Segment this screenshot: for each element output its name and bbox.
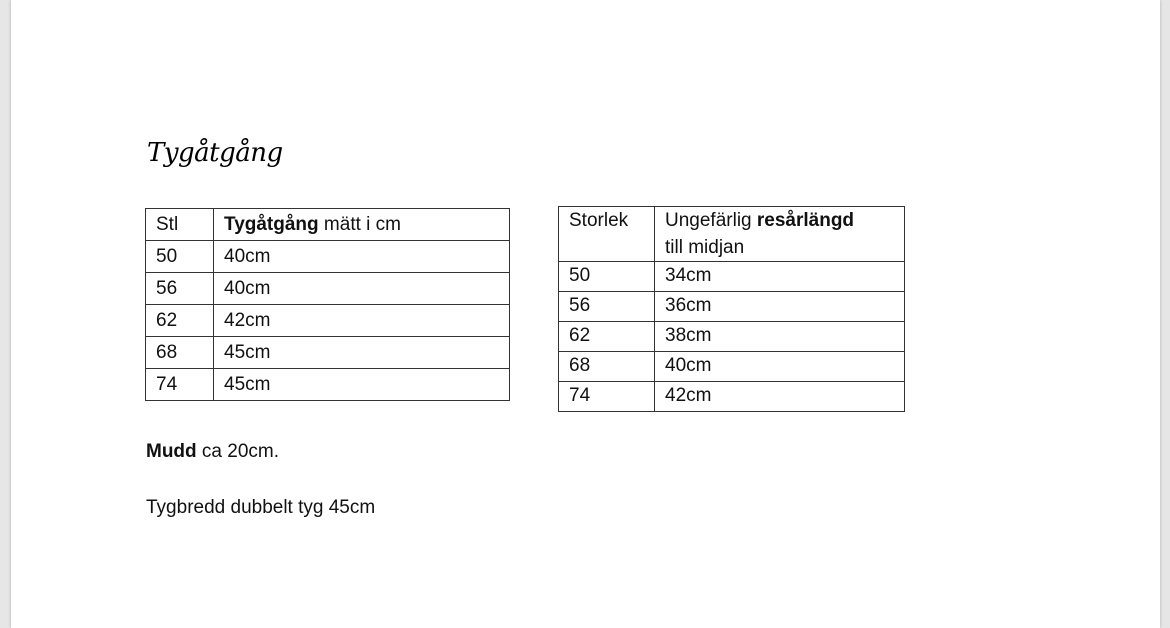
size-cell: 62 xyxy=(146,305,214,337)
size-cell: 74 xyxy=(559,382,655,412)
mudd-note xyxy=(146,441,279,463)
value-cell: 42cm xyxy=(655,382,905,412)
header-bold-text: resårlängd xyxy=(756,210,855,231)
document-page xyxy=(11,0,1160,628)
value-cell: 45cm xyxy=(214,337,510,369)
table-row xyxy=(559,352,905,382)
mudd-value: ca 20cm. xyxy=(196,441,280,462)
header-text: mätt i cm xyxy=(318,214,401,235)
table-row xyxy=(559,322,905,352)
value-cell: 40cm xyxy=(214,241,510,273)
value-cell: 36cm xyxy=(655,292,905,322)
size-cell: 50 xyxy=(146,241,214,273)
header-text: Ungefärlig xyxy=(665,210,757,231)
table-row xyxy=(146,369,510,401)
table-row xyxy=(559,262,905,292)
value-cell: 40cm xyxy=(655,352,905,382)
size-cell: 50 xyxy=(559,262,655,292)
header-cell-fabric xyxy=(214,209,510,241)
value-cell: 34cm xyxy=(655,262,905,292)
value-cell: 38cm xyxy=(655,322,905,352)
size-cell: 56 xyxy=(559,292,655,322)
mudd-label: Mudd xyxy=(146,441,197,462)
fabric-consumption-table xyxy=(145,208,510,401)
header-cell-size: Stl xyxy=(146,209,214,241)
value-cell: 40cm xyxy=(214,273,510,305)
header-cell-size: Storlek xyxy=(559,207,655,262)
header-text-line2: till midjan xyxy=(665,237,745,258)
table-row xyxy=(559,382,905,412)
fabric-width-note: Tygbredd dubbelt tyg 45cm xyxy=(146,497,376,518)
table-header-row xyxy=(146,209,510,241)
size-cell: 56 xyxy=(146,273,214,305)
table-row xyxy=(559,292,905,322)
page-title: Tygåtgång xyxy=(147,138,283,168)
table-row xyxy=(146,305,510,337)
table-row xyxy=(146,337,510,369)
table-row xyxy=(146,241,510,273)
size-cell: 74 xyxy=(146,369,214,401)
value-cell: 45cm xyxy=(214,369,510,401)
value-cell: 42cm xyxy=(214,305,510,337)
size-cell: 62 xyxy=(559,322,655,352)
header-cell-elastic xyxy=(655,207,905,262)
table-header-row xyxy=(559,207,905,262)
table-row xyxy=(146,273,510,305)
size-cell: 68 xyxy=(559,352,655,382)
elastic-length-table xyxy=(558,206,905,412)
size-cell: 68 xyxy=(146,337,214,369)
header-bold-text: Tygåtgång xyxy=(224,214,319,235)
